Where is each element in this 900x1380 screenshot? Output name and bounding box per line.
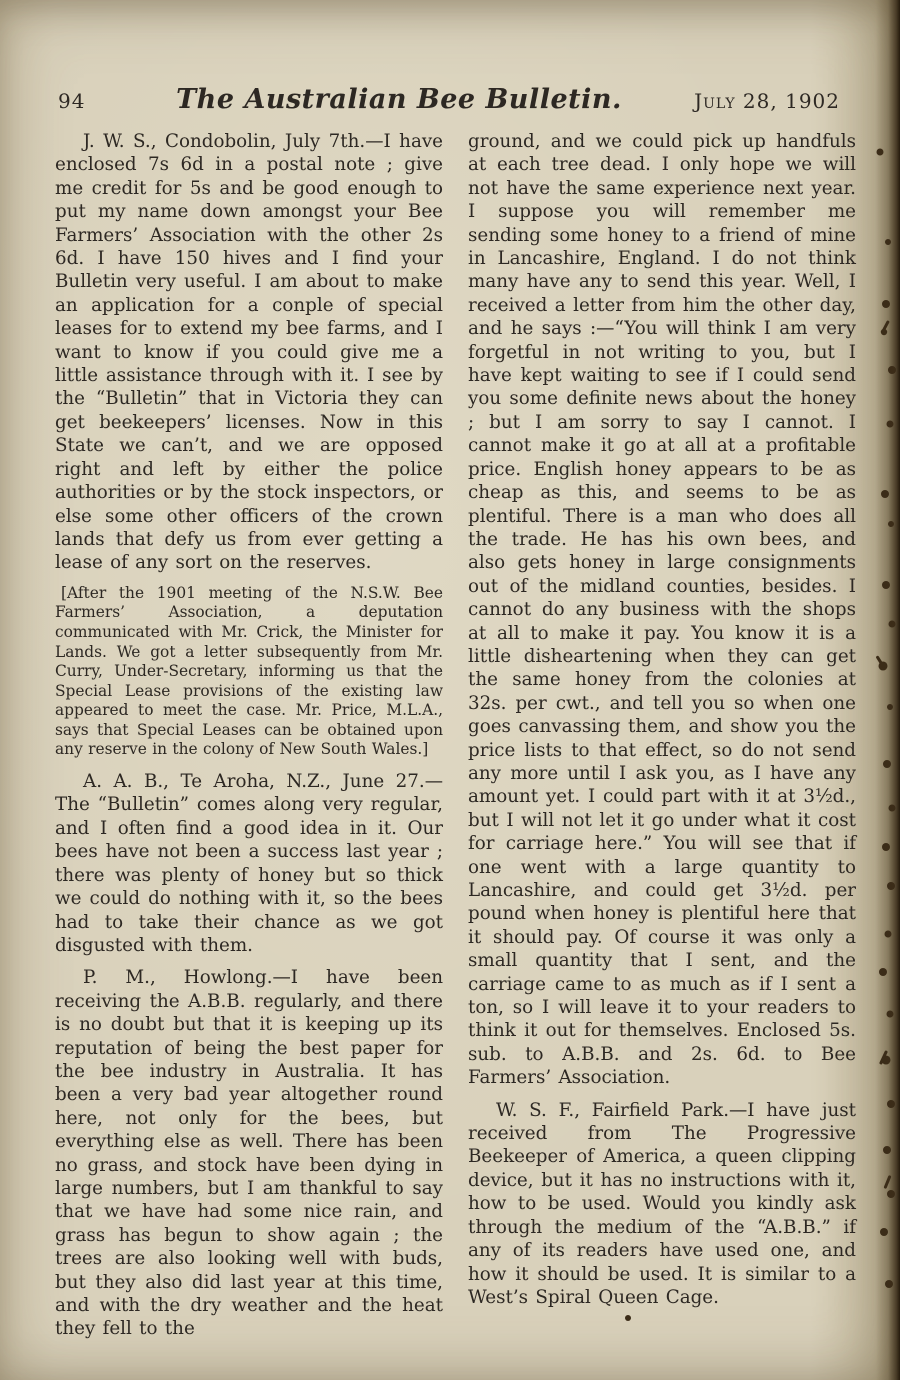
publication-title: The Australian Bee Bulletin. [176, 84, 622, 115]
letter-jws-condobolin: J. W. S., Condobolin, July 7th.—I have enclosed 7s 6d in a postal note ; give me credit for 5s and be good enough to put my name down amongst your Bee Farmers’ Association with the other 2s 6d. I have 150 hives and I find your Bulletin very useful. I am about to make an application for a conple of special leases for to extend my bee farms, and I want to know if you could give me a little assistance through with it. I see by the “Bulletin” that in Victoria they can get beekeepers’ licenses. Now in this State we can’t, and we are opposed right and left by either the police authorities or by the stock inspectors, or else some other officers of the crown lands that defy us from ever getting a lease of any sort on the reserves. [55, 131, 443, 574]
letter-aab-tearoha: A. A. B., Te Aroha, N.Z., June 27.—The “Bulletin” comes along very regular, and I often find a good idea in it. Our bees have not been a success last year ; there was plenty of honey but so thick we could do nothing with it, so the bees had to take their chance as we got disgusted with them. [55, 771, 443, 956]
page-number: 94 [58, 89, 86, 113]
edge-artifact-dash [883, 1175, 891, 1189]
text-columns [55, 130, 856, 1360]
letter-pm-howlong-continued: ground, and we could pick up handfuls at each tree dead. I only hope we will not have the same experience next year. I suppose you will remember me sending some honey to a friend of mine in Lancashire, England. I do not think many have any to send this year. Well, I received a letter from him the other day, and he says :—“You will think I am very forgetful in not writing to you, but I have kept waiting to see if I could send you some definite news about the honey ; but I am sorry to say I cannot. I cannot make it go at all at a profitable price. English honey appears to be as cheap as this, and seems to be as plentiful. There is a man who does all the trade. He has his own bees, and also gets honey in large consignments out of the midland counties, besides. I cannot do any business with the shops at all to make it pay. You know it is a little disheartening when they can get the same honey from the colonies at 32s. per cwt., and tell you so when one goes canvassing them, and show you the price lists to that effect, so do not send any more until I ask you, as I have any amount yet. I could part with it at 3½d., but I will not let it go under what it cost for carriage here.” You will see that if one went with a large quantity to Lancashire, and could get 3½d. per pound when honey is plentiful here that it should pay. Of course it was only a small quantity that I sent, and the carriage came to as much as if I sent a ton, so I will leave it to your readers to think it out for themselves. Enclosed 5s. sub. to A.B.B. and 2s. 6d. to Bee Farmers’ Association. [468, 131, 856, 1089]
page-edge-shadow [876, 0, 900, 1380]
edge-artifact-dash [879, 1050, 888, 1065]
letter-pm-howlong: P. M., Howlong.—I have been receiving the A.B.B. regularly, and there is no doubt but that it is keeping up its reputation of being the best paper for the bee industry in Australia. It has been a very bad year altogether round here, not only for the bees, but everything else as well. There has been no grass, and stock have been dying in large numbers, but I am thankful to say that we have had some nice rain, and grass has begun to show again ; the trees are also looking well with buds, but they also did last year at this time, and with the dry weather and the heat they fell to the [55, 967, 443, 1340]
editor-note: [After the 1901 meeting of the N.S.W. Bee Farmers’ Association, a deputation communicated with Mr. Crick, the Minister for Lands. We got a letter subsequently from Mr. Curry, Under-Secretary, informing us that the Special Lease provisions of the existing law appeared to meet the case. Mr. Price, M.L.A., says that Special Leases can be obtained upon any reserve in the colony of New South Wales.] [55, 583, 443, 759]
edge-artifact-dash [876, 655, 886, 668]
letter-wsf-fairfield-park: W. S. F., Fairfield Park.—I have just received from The Progressive Beekeeper of America, a queen clipping device, but it has no instructions with it, how to be used. Would you kindly ask through the medium of the “A.B.B.” if any of its readers have used one, and how it should be used. It is similar to a West’s Spiral Queen Cage. [468, 1099, 856, 1308]
edge-artifact-dots [0, 0, 4, 4]
page-header [58, 84, 840, 115]
left-column [55, 130, 443, 1360]
right-column [468, 130, 856, 1360]
issue-date: July 28, 1902 [694, 89, 840, 113]
edge-artifact-dash [881, 320, 890, 333]
